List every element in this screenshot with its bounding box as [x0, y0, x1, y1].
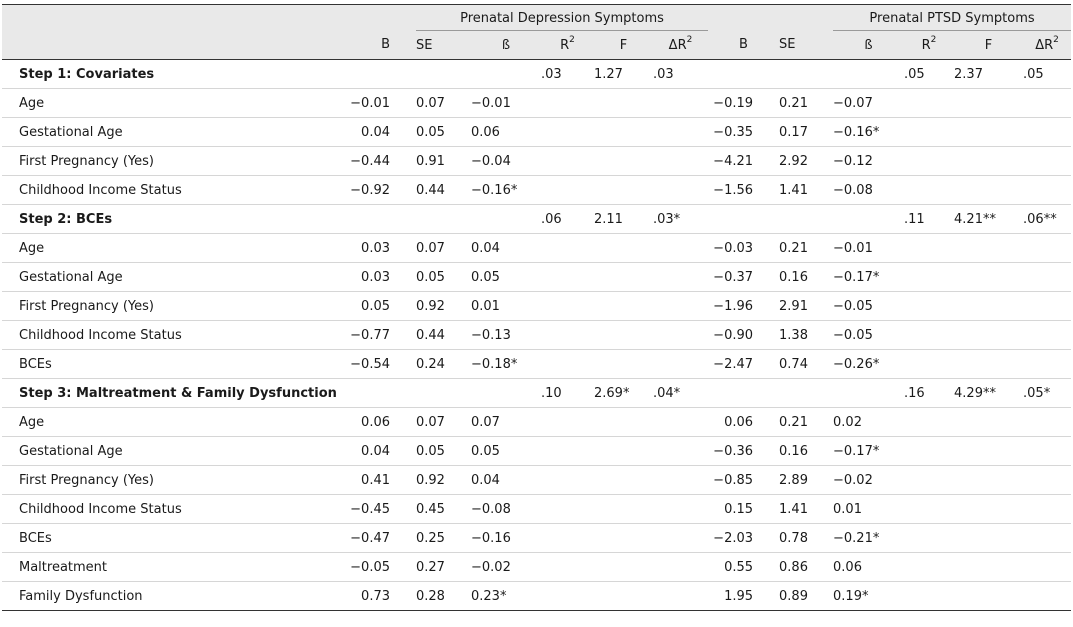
empty-cell	[1023, 234, 1071, 263]
dep-b: 0.06	[337, 408, 416, 437]
ptsd-r2: .16	[904, 379, 954, 408]
ptsd-b: −4.21	[708, 147, 779, 176]
step-label: Step 1: Covariates	[2, 60, 337, 89]
empty-cell	[1023, 582, 1071, 611]
empty-cell	[416, 205, 471, 234]
ptsd-b: −2.03	[708, 524, 779, 553]
dep-r2: .10	[541, 379, 594, 408]
dep-b: −0.47	[337, 524, 416, 553]
empty-cell	[954, 350, 1023, 379]
dep-b: 0.73	[361, 588, 390, 604]
empty-cell	[833, 60, 904, 89]
empty-cell	[594, 263, 653, 292]
ptsd-se: 0.86	[779, 553, 833, 582]
table-row	[2, 466, 1071, 495]
ptsd-se: 1.38	[779, 321, 833, 350]
dep-beta: 0.04	[471, 234, 541, 263]
dep-beta: −0.02	[471, 553, 541, 582]
ptsd-r2: .11	[904, 205, 954, 234]
empty-cell	[541, 292, 594, 321]
empty-cell	[653, 524, 708, 553]
dep-beta: −0.16	[471, 524, 541, 553]
ptsd-delta-r2: .06**	[1023, 205, 1071, 234]
ptsd-se: 0.78	[779, 524, 833, 553]
dep-b-header: B	[337, 31, 416, 60]
predictor-label: Family Dysfunction	[19, 588, 143, 604]
table-row	[2, 292, 1071, 321]
ptsd-b: 0.15	[708, 495, 779, 524]
empty-cell	[779, 379, 833, 408]
predictor-label: Gestational Age	[2, 118, 337, 147]
predictor-label: Gestational Age	[2, 263, 337, 292]
empty-cell	[541, 176, 594, 205]
empty-cell	[708, 205, 779, 234]
ptsd-beta: −0.02	[833, 466, 904, 495]
ptsd-se: 0.21	[779, 234, 833, 263]
empty-cell	[594, 176, 653, 205]
step-label: Step 2: BCEs	[2, 205, 337, 234]
ptsd-beta: 0.02	[833, 408, 904, 437]
dep-beta: −0.01	[471, 89, 541, 118]
table-row	[2, 263, 1071, 292]
group-header-row	[2, 5, 1071, 31]
dep-beta: 0.04	[471, 466, 541, 495]
ptsd-se: 2.91	[779, 292, 833, 321]
dep-se: 0.05	[416, 437, 471, 466]
empty-cell	[541, 147, 594, 176]
table-header	[2, 5, 1071, 60]
empty-cell	[541, 524, 594, 553]
empty-cell	[954, 321, 1023, 350]
ptsd-b: −0.85	[708, 466, 779, 495]
empty-cell	[954, 89, 1023, 118]
ptsd-se: 0.21	[779, 89, 833, 118]
empty-cell	[904, 408, 954, 437]
ptsd-beta: 0.06	[833, 553, 904, 582]
empty-cell	[954, 495, 1023, 524]
dep-beta: 0.01	[471, 292, 541, 321]
dep-se: 0.24	[416, 350, 471, 379]
dep-se: 0.45	[416, 495, 471, 524]
dep-beta: 0.23*	[471, 588, 507, 604]
empty-cell	[904, 118, 954, 147]
ptsd-f: 4.29**	[954, 379, 1023, 408]
empty-cell	[779, 60, 833, 89]
predictor-label: First Pregnancy (Yes)	[2, 466, 337, 495]
empty-cell	[471, 379, 541, 408]
empty-cell	[779, 205, 833, 234]
dep-b: −0.92	[337, 176, 416, 205]
dep-f-header: F	[594, 31, 653, 60]
empty-cell	[1023, 292, 1071, 321]
step-row	[2, 60, 1071, 89]
table-row	[2, 495, 1071, 524]
dep-b: −0.77	[337, 321, 416, 350]
dep-b: 0.41	[337, 466, 416, 495]
ptsd-b: −1.56	[708, 176, 779, 205]
ptsd-b: −0.19	[708, 89, 779, 118]
empty-cell	[1023, 176, 1071, 205]
ptsd-beta: −0.05	[833, 321, 904, 350]
step-row	[2, 379, 1071, 408]
dep-se: 0.25	[416, 524, 471, 553]
ptsd-se: 1.41	[779, 176, 833, 205]
dep-se: 0.07	[416, 408, 471, 437]
empty-cell	[954, 582, 1023, 611]
empty-cell	[541, 321, 594, 350]
empty-cell	[541, 118, 594, 147]
empty-cell	[471, 205, 541, 234]
predictor-label: BCEs	[2, 524, 337, 553]
dep-beta: 0.05	[471, 263, 541, 292]
ptsd-se-header: SE	[779, 31, 833, 60]
empty-cell	[904, 292, 954, 321]
ptsd-b: −0.36	[708, 437, 779, 466]
dep-b: −0.45	[337, 495, 416, 524]
ptsd-b: −0.90	[708, 321, 779, 350]
ptsd-beta: −0.07	[833, 89, 904, 118]
column-header-row	[2, 31, 1071, 60]
step-label: Step 3: Maltreatment & Family Dysfunction	[2, 379, 337, 408]
empty-cell	[594, 466, 653, 495]
empty-cell	[904, 263, 954, 292]
empty-cell	[541, 350, 594, 379]
dep-delta-r2: .04*	[653, 379, 708, 408]
dep-b: 0.03	[337, 234, 416, 263]
empty-cell	[954, 466, 1023, 495]
ptsd-se: 0.17	[779, 118, 833, 147]
dep-beta: −0.08	[471, 495, 541, 524]
empty-cell	[594, 524, 653, 553]
empty-cell	[337, 379, 416, 408]
empty-cell	[541, 495, 594, 524]
empty-cell	[653, 118, 708, 147]
empty-cell	[541, 437, 594, 466]
dep-se: 0.92	[416, 466, 471, 495]
empty-cell	[594, 147, 653, 176]
predictor-label: Gestational Age	[2, 437, 337, 466]
ptsd-beta: 0.01	[833, 495, 904, 524]
empty-cell	[904, 582, 954, 611]
dep-se: 0.92	[416, 292, 471, 321]
empty-cell	[904, 176, 954, 205]
empty-cell	[954, 437, 1023, 466]
empty-cell	[954, 553, 1023, 582]
ptsd-r2: .05	[904, 60, 954, 89]
table-row	[2, 582, 1071, 611]
empty-cell	[653, 292, 708, 321]
ptsd-beta: −0.05	[833, 292, 904, 321]
empty-cell	[653, 350, 708, 379]
empty-cell	[653, 408, 708, 437]
empty-cell	[416, 379, 471, 408]
predictor-label: BCEs	[2, 350, 337, 379]
ptsd-beta-header: ß	[833, 31, 904, 60]
empty-cell	[541, 466, 594, 495]
ptsd-b-header: B	[708, 31, 779, 60]
ptsd-beta: −0.17*	[833, 263, 904, 292]
empty-cell	[653, 437, 708, 466]
ptsd-b: 0.06	[708, 408, 779, 437]
empty-cell	[1023, 147, 1071, 176]
empty-cell	[1023, 350, 1071, 379]
dep-b: 0.04	[337, 118, 416, 147]
ptsd-se: 1.41	[779, 495, 833, 524]
ptsd-b: −0.37	[708, 263, 779, 292]
empty-cell	[653, 466, 708, 495]
dep-r2-header: $R^2$	[541, 31, 594, 60]
table-row	[2, 350, 1071, 379]
ptsd-se: 2.89	[779, 466, 833, 495]
empty-cell	[954, 292, 1023, 321]
empty-cell	[1023, 437, 1071, 466]
ptsd-se: 0.89	[779, 588, 808, 604]
empty-cell	[594, 89, 653, 118]
ptsd-beta: −0.21*	[833, 524, 904, 553]
empty-cell	[653, 321, 708, 350]
table-row	[2, 553, 1071, 582]
empty-cell	[653, 176, 708, 205]
predictor-label: Maltreatment	[2, 553, 337, 582]
dep-se: 0.07	[416, 234, 471, 263]
ptsd-b: 0.55	[708, 553, 779, 582]
ptsd-b: −1.96	[708, 292, 779, 321]
empty-cell	[1023, 495, 1071, 524]
dep-se: 0.44	[416, 176, 471, 205]
empty-cell	[1023, 321, 1071, 350]
step-row	[2, 205, 1071, 234]
dep-beta: 0.07	[471, 408, 541, 437]
dep-b: −0.54	[337, 350, 416, 379]
dep-se: 0.44	[416, 321, 471, 350]
ptsd-se: 0.21	[779, 408, 833, 437]
ptsd-r2-header: $R^2$	[904, 31, 954, 60]
ptsd-se: 0.74	[779, 350, 833, 379]
predictor-label: Childhood Income Status	[2, 176, 337, 205]
empty-cell	[1023, 118, 1071, 147]
table-body	[2, 60, 1071, 611]
empty-cell	[708, 60, 779, 89]
empty-cell	[954, 408, 1023, 437]
predictor-label: Childhood Income Status	[2, 495, 337, 524]
ptsd-delta-r2: .05*	[1023, 379, 1071, 408]
ptsd-beta: −0.17*	[833, 437, 904, 466]
dep-se: 0.27	[416, 553, 471, 582]
empty-cell	[1023, 408, 1071, 437]
predictor-label: Childhood Income Status	[2, 321, 337, 350]
dep-b: 0.03	[337, 263, 416, 292]
empty-cell	[954, 234, 1023, 263]
dep-b: −0.44	[337, 147, 416, 176]
dep-f: 1.27	[594, 60, 653, 89]
empty-cell	[594, 118, 653, 147]
table-row	[2, 89, 1071, 118]
dep-b: 0.04	[337, 437, 416, 466]
empty-cell	[708, 379, 779, 408]
empty-cell	[833, 379, 904, 408]
empty-cell	[653, 147, 708, 176]
empty-cell	[541, 89, 594, 118]
empty-cell	[594, 234, 653, 263]
table-row	[2, 321, 1071, 350]
empty-cell	[954, 147, 1023, 176]
ptsd-delta-r2: .05	[1023, 60, 1071, 89]
dep-se: 0.91	[416, 147, 471, 176]
predictor-label: Age	[2, 234, 337, 263]
empty-cell	[653, 553, 708, 582]
empty-cell	[653, 234, 708, 263]
empty-cell	[653, 89, 708, 118]
dep-beta: −0.04	[471, 147, 541, 176]
dep-beta: −0.18*	[471, 350, 541, 379]
dep-se: 0.05	[416, 263, 471, 292]
ptsd-b: −2.47	[708, 350, 779, 379]
dep-se: 0.05	[416, 118, 471, 147]
empty-cell	[904, 495, 954, 524]
empty-cell	[904, 524, 954, 553]
empty-cell	[954, 118, 1023, 147]
table-row	[2, 147, 1071, 176]
ptsd-b: −0.03	[708, 234, 779, 263]
ptsd-beta: −0.16*	[833, 118, 904, 147]
empty-cell	[904, 553, 954, 582]
dep-delta-r2: .03*	[653, 205, 708, 234]
ptsd-beta: −0.08	[833, 176, 904, 205]
regression-table	[2, 4, 1071, 611]
empty-cell	[954, 524, 1023, 553]
empty-cell	[337, 60, 416, 89]
dep-b: −0.05	[337, 553, 416, 582]
empty-cell	[904, 321, 954, 350]
empty-cell	[471, 60, 541, 89]
dep-beta: 0.05	[471, 437, 541, 466]
table-row	[2, 524, 1071, 553]
empty-cell	[904, 89, 954, 118]
ptsd-beta: −0.26*	[833, 350, 904, 379]
empty-cell	[594, 495, 653, 524]
ptsd-se: 0.16	[779, 263, 833, 292]
empty-cell	[954, 263, 1023, 292]
empty-cell	[594, 292, 653, 321]
empty-cell	[594, 437, 653, 466]
dep-se: 0.07	[416, 89, 471, 118]
ptsd-b: 1.95	[724, 588, 754, 604]
dep-f: 2.11	[594, 205, 653, 234]
empty-cell	[1023, 263, 1071, 292]
table-row	[2, 176, 1071, 205]
empty-cell	[954, 176, 1023, 205]
ptsd-f: 4.21**	[954, 205, 1023, 234]
ptsd-beta: −0.12	[833, 147, 904, 176]
ptsd-group-header: Prenatal PTSD Symptoms	[833, 5, 1071, 31]
empty-cell	[1023, 466, 1071, 495]
ptsd-f-header: F	[954, 31, 1023, 60]
empty-cell	[904, 350, 954, 379]
empty-cell	[594, 408, 653, 437]
empty-cell	[1023, 524, 1071, 553]
ptsd-f: 2.37	[954, 60, 1023, 89]
empty-cell	[541, 234, 594, 263]
ptsd-delta-r2-header: $\Delta R^2$	[1023, 31, 1071, 60]
empty-cell	[594, 321, 653, 350]
empty-cell	[541, 263, 594, 292]
empty-cell	[904, 437, 954, 466]
empty-cell	[653, 582, 708, 611]
ptsd-beta: −0.01	[833, 234, 904, 263]
ptsd-se: 0.16	[779, 437, 833, 466]
dep-delta-r2-header: $\Delta R^2$	[653, 31, 708, 60]
empty-cell	[1023, 553, 1071, 582]
empty-cell	[653, 263, 708, 292]
predictor-label: First Pregnancy (Yes)	[2, 147, 337, 176]
dep-beta-header: ß	[471, 31, 541, 60]
table-row	[2, 118, 1071, 147]
empty-cell	[541, 408, 594, 437]
dep-b: −0.01	[337, 89, 416, 118]
dep-beta: −0.13	[471, 321, 541, 350]
empty-cell	[904, 466, 954, 495]
empty-cell	[594, 553, 653, 582]
table-row	[2, 408, 1071, 437]
dep-se: 0.28	[416, 588, 445, 604]
dep-beta: 0.06	[471, 118, 541, 147]
empty-cell	[653, 495, 708, 524]
empty-cell	[541, 553, 594, 582]
empty-cell	[594, 582, 653, 611]
ptsd-beta: 0.19*	[833, 588, 869, 604]
depression-group-header: Prenatal Depression Symptoms	[416, 5, 708, 31]
empty-cell	[337, 205, 416, 234]
predictor-label: Age	[2, 408, 337, 437]
empty-cell	[904, 234, 954, 263]
empty-cell	[594, 350, 653, 379]
empty-cell	[1023, 89, 1071, 118]
empty-cell	[904, 147, 954, 176]
ptsd-b: −0.35	[708, 118, 779, 147]
dep-b: 0.05	[337, 292, 416, 321]
empty-cell	[416, 60, 471, 89]
dep-beta: −0.16*	[471, 176, 541, 205]
table-row	[2, 234, 1071, 263]
dep-r2: .06	[541, 205, 594, 234]
table-row	[2, 437, 1071, 466]
dep-se-header: SE	[416, 31, 471, 60]
ptsd-se: 2.92	[779, 147, 833, 176]
dep-delta-r2: .03	[653, 60, 708, 89]
predictor-label: First Pregnancy (Yes)	[2, 292, 337, 321]
empty-cell	[541, 582, 594, 611]
dep-r2: .03	[541, 60, 594, 89]
dep-f: 2.69*	[594, 379, 653, 408]
predictor-label: Age	[2, 89, 337, 118]
empty-cell	[833, 205, 904, 234]
